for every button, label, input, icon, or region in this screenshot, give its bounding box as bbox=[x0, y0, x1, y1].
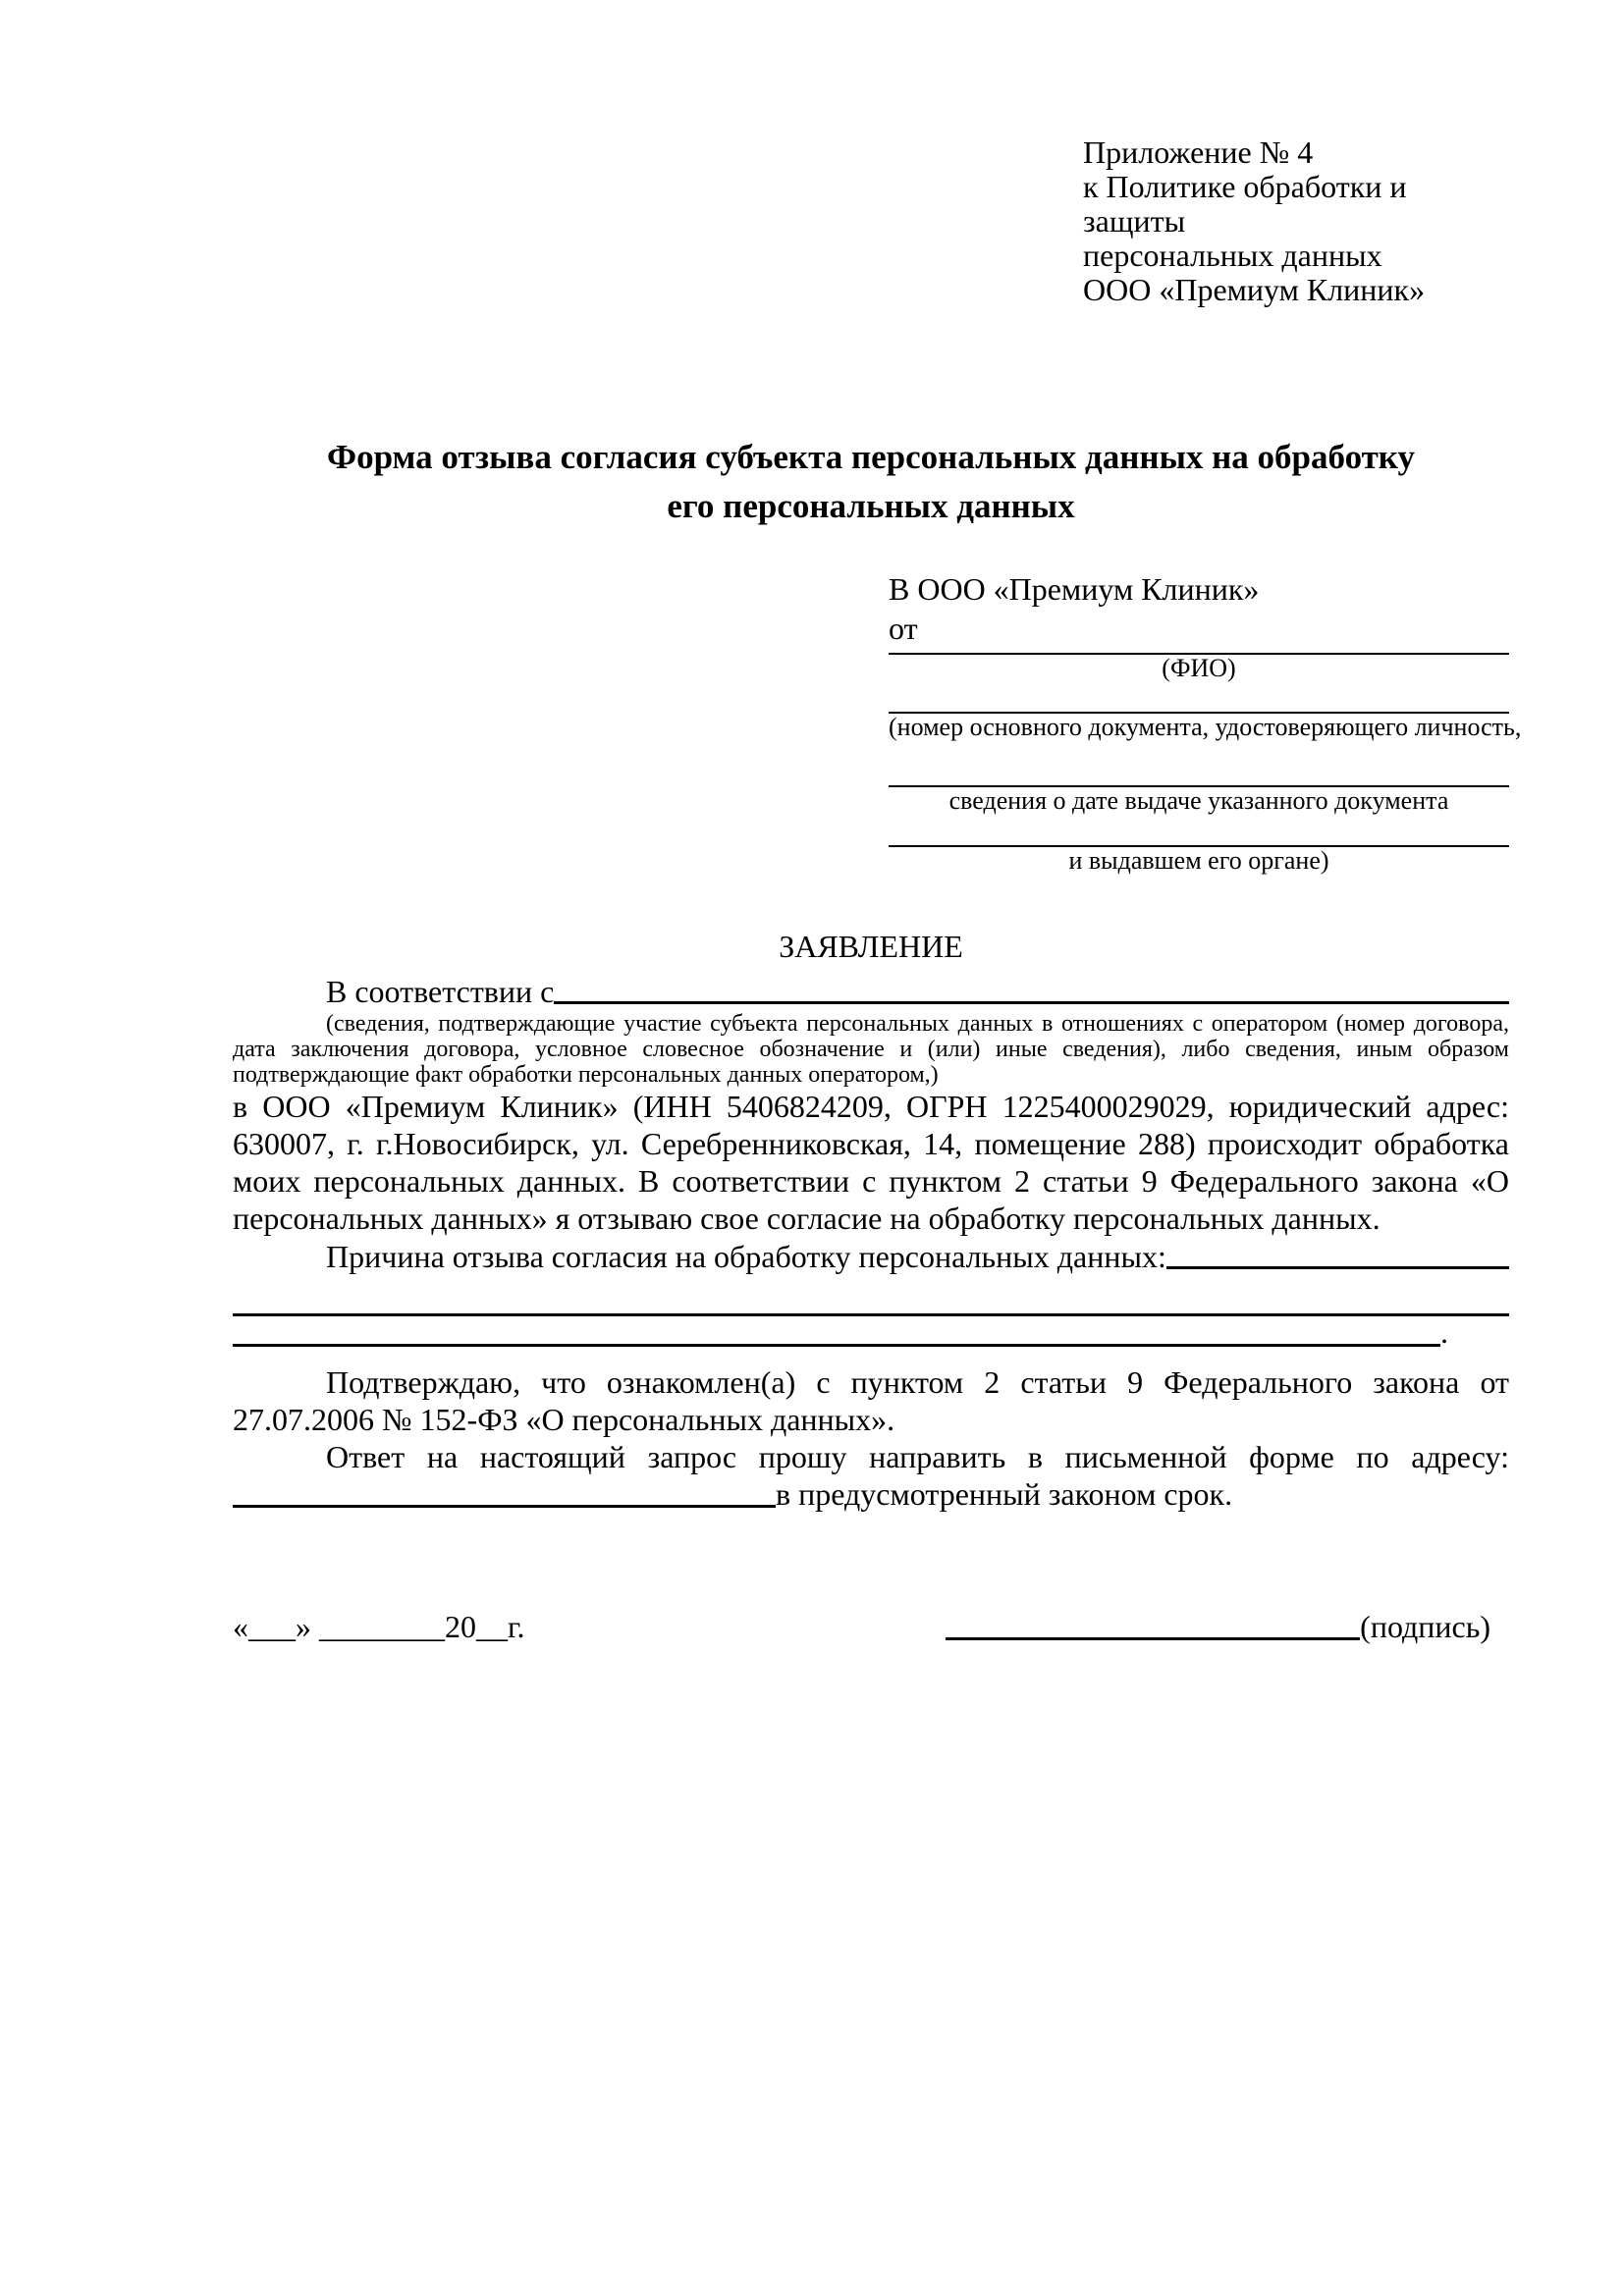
reason-field-line-3-row bbox=[233, 1314, 1509, 1350]
form-title-line: Форма отзыва согласия субъекта персональных данных на обработку bbox=[327, 438, 1415, 476]
fio-field-caption: (ФИО) bbox=[1162, 654, 1236, 682]
reason-field-line-3[interactable] bbox=[233, 1319, 1440, 1347]
addressee-organization: В ООО «Премиум Клиник» bbox=[889, 571, 1260, 607]
reason-label: Причина отзыва согласия на обработку персональных данных: bbox=[326, 1239, 1166, 1274]
appendix-header-line: к Политике обработки и защиты bbox=[1083, 169, 1407, 239]
signature-group bbox=[946, 1604, 1490, 1646]
reply-address-row bbox=[233, 1475, 1509, 1513]
document-number-field-caption: (номер основного документа, удостоверяющего личность, bbox=[889, 713, 1522, 741]
statement-body: в ООО «Премиум Клиник» (ИНН 5406824209, ОГРН 1225400029029, юридический адрес: 630007, г. г.Новосибирск, ул. Серебренниковская, 14, помещение 288) происходит обработка моих персональных данных. В соответствии с пунктом 2 статьи 9 Федерального закона «О персональных данных» я отзываю свое согласие на обработку персональных данных. bbox=[233, 1089, 1509, 1236]
appendix-header-line: персональных данных bbox=[1083, 238, 1382, 273]
addressee-from-label: от bbox=[889, 611, 918, 646]
document-number-field-line[interactable] bbox=[889, 682, 1509, 714]
appendix-header-line: ООО «Премиум Клиник» bbox=[1083, 272, 1426, 307]
reply-suffix: в предусмотренный законом срок. bbox=[776, 1476, 1233, 1512]
addressee-block bbox=[889, 569, 1522, 875]
form-title bbox=[233, 433, 1509, 531]
intro-line bbox=[233, 972, 1509, 1011]
address-field-line[interactable] bbox=[233, 1475, 776, 1508]
reason-line bbox=[233, 1237, 1509, 1276]
issuing-authority-field-caption: и выдавшем его органе) bbox=[1068, 846, 1329, 875]
intro-footnote: (сведения, подтверждающие участие субъекта персональных данных в отношениях с оператором (номер договора, дата заключения договора, условное словесное обозначение и (или) иные сведения), либо сведения, иным образом подтверждающие факт обработки персональных данных оператором,) bbox=[233, 1011, 1509, 1088]
issuing-authority-field-line[interactable] bbox=[889, 815, 1509, 847]
signature-caption: (подпись) bbox=[1360, 1609, 1490, 1644]
date-signature-row bbox=[233, 1604, 1509, 1646]
statement-heading: ЗАЯВЛЕНИЕ bbox=[779, 929, 963, 964]
form-title-line: его персональных данных bbox=[667, 487, 1075, 525]
issue-date-field-line[interactable] bbox=[889, 741, 1509, 787]
issue-date-field-caption: сведения о дате выдаче указанного документа bbox=[948, 786, 1449, 815]
appendix-header-line: Приложение № 4 bbox=[1083, 134, 1314, 170]
reason-field-line-2[interactable] bbox=[233, 1276, 1509, 1316]
acknowledgement-paragraph: Подтверждаю, что ознакомлен(а) с пунктом 2 статьи 9 Федерального закона от 27.07.2006 № 152-ФЗ «О персональных данных». bbox=[233, 1364, 1509, 1437]
reason-field-line-1[interactable] bbox=[1166, 1237, 1509, 1269]
date-placeholder[interactable]: «___» ________20__г. bbox=[233, 1609, 525, 1644]
appendix-header bbox=[1083, 0, 1509, 307]
reason-line-terminator: . bbox=[1440, 1314, 1448, 1350]
reply-request-paragraph: Ответ на настоящий запрос прошу направить в письменной форме по адресу: bbox=[326, 1439, 1509, 1474]
signature-field-line[interactable] bbox=[946, 1604, 1360, 1640]
operator-relation-field-line[interactable] bbox=[554, 972, 1509, 1004]
intro-prefix: В соответствии с bbox=[326, 974, 555, 1009]
